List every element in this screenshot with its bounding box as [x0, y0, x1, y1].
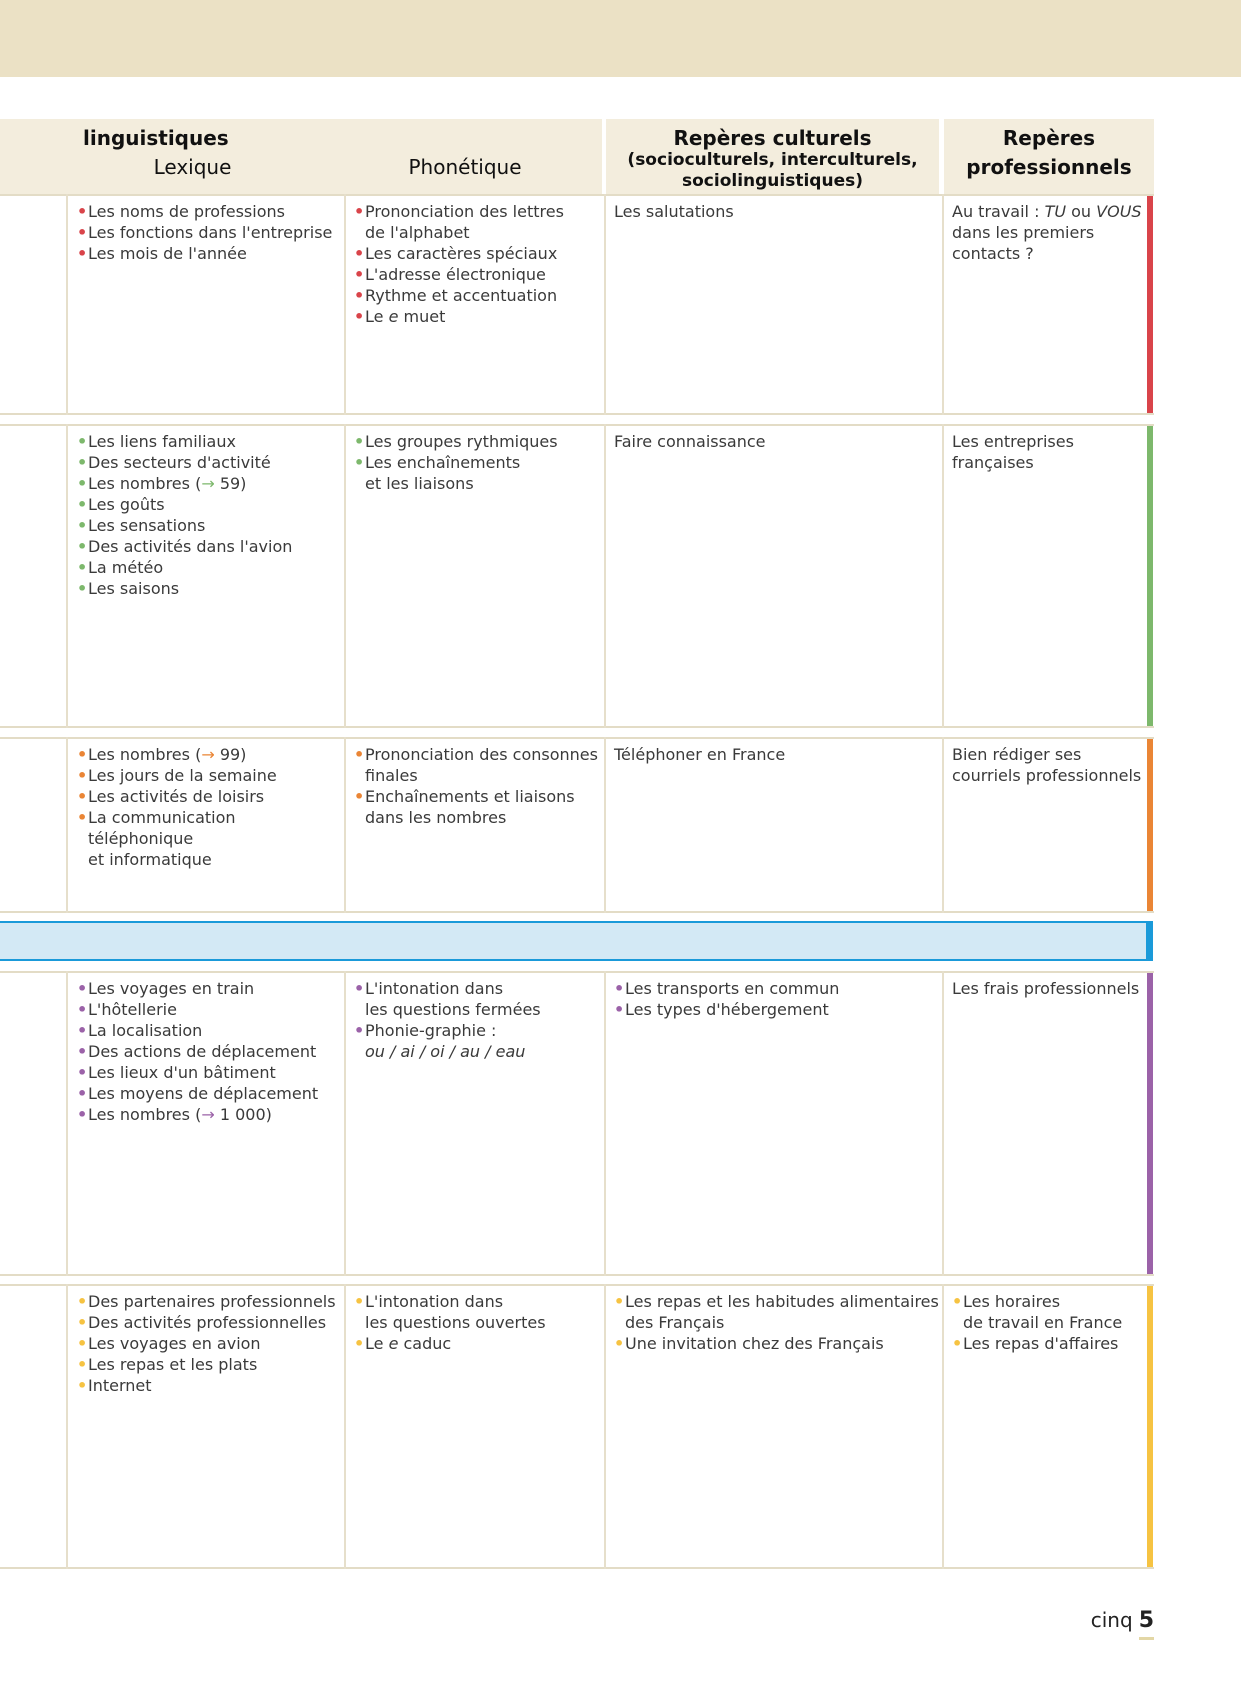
unit-5-pro: [952, 1291, 1147, 1354]
header-culturels-subtitle: (socioculturels, interculturels, sociolinguistiques): [627, 150, 918, 191]
unit-3-accent-bar: [1147, 739, 1153, 911]
list-item: • L'intonation dans les questions ouvertes: [354, 1292, 546, 1332]
unit-1-accent-bar: [1147, 196, 1153, 413]
list-item: • Prononciation des consonnes finales: [354, 745, 598, 785]
list-item: • Les fonctions dans l'entreprise: [77, 223, 333, 242]
arrow-icon: →: [201, 474, 215, 493]
list-item: • Les enchaînements et les liaisons: [354, 453, 521, 493]
header-phonetique: Phonétique: [408, 155, 522, 179]
unit-5-lexique: [77, 1291, 342, 1396]
list-item: • Les nombres (→ 59): [77, 474, 247, 493]
list-item: • Des secteurs d'activité: [77, 453, 271, 472]
list-item: • Enchaînements et liaisons dans les nombres: [354, 787, 575, 827]
arrow-icon: →: [201, 745, 215, 764]
list-item: • L'intonation dans les questions fermées: [354, 979, 541, 1019]
unit-3-pro: Bien rédiger ses courriels professionnels: [952, 745, 1142, 785]
page-number-underline: [1139, 1637, 1154, 1640]
list-item: • Prononciation des lettres de l'alphabet: [354, 202, 564, 242]
list-item: • La communication téléphonique et informatique: [77, 808, 236, 869]
list-item: • Les moyens de déplacement: [77, 1084, 319, 1103]
list-item: • La localisation: [77, 1021, 203, 1040]
list-item: • Les voyages en train: [77, 979, 255, 998]
list-item: • Les repas et les habitudes alimentaires des Français: [614, 1292, 939, 1332]
unit-5-culturels: [614, 1291, 939, 1354]
list-item: • Les repas d'affaires: [952, 1334, 1119, 1353]
unit-5-phonetique: [354, 1291, 604, 1354]
list-item: • Les liens familiaux: [77, 432, 236, 451]
list-item: • L'adresse électronique: [354, 265, 546, 284]
list-item: • Les horaires de travail en France: [952, 1292, 1123, 1332]
unit-3-culturels: Téléphoner en France: [614, 745, 786, 764]
unit-4-accent-bar: [1147, 973, 1153, 1274]
unit-4-lexique: [77, 978, 342, 1125]
list-item: • Les sensations: [77, 516, 206, 535]
unit-2-accent-bar: [1147, 426, 1153, 726]
list-item: • Le e muet: [354, 307, 446, 326]
list-item: • Des actions de déplacement: [77, 1042, 317, 1061]
list-item: • Les repas et les plats: [77, 1355, 258, 1374]
list-item: • Les groupes rythmiques: [354, 432, 558, 451]
list-item: • Les noms de professions: [77, 202, 285, 221]
list-item: • Des partenaires professionnels: [77, 1292, 336, 1311]
unit-3-phonetique: [354, 744, 604, 828]
unit-5-accent-bar: [1147, 1286, 1153, 1567]
unit-4-pro: Les frais professionnels: [952, 979, 1140, 998]
list-item: • Les lieux d'un bâtiment: [77, 1063, 276, 1082]
unit-1-phonetique: [354, 201, 604, 327]
unit-2-lexique: [77, 431, 342, 599]
section-separator-bar: [0, 921, 1148, 961]
unit-4-culturels: [614, 978, 934, 1020]
list-item: • La météo: [77, 558, 164, 577]
unit-4-phonetique: [354, 978, 604, 1062]
list-item: • Les caractères spéciaux: [354, 244, 558, 263]
list-item: • Des activités professionnelles: [77, 1313, 327, 1332]
arrow-icon: →: [201, 1105, 215, 1124]
list-item: • Les voyages en avion: [77, 1334, 261, 1353]
separator-accent: [1147, 921, 1153, 961]
list-item: • Les nombres (→ 1 000): [77, 1105, 272, 1124]
header-linguistiques-label: linguistiques: [83, 126, 229, 150]
unit-1-pro: Au travail : TU ou VOUS dans les premiers contacts ?: [952, 202, 1142, 263]
header-lexique: Lexique: [153, 155, 232, 179]
list-item: • Une invitation chez des Français: [614, 1334, 884, 1353]
page-number-digit: 5: [1138, 1608, 1154, 1633]
list-item: • Les transports en commun: [614, 979, 840, 998]
list-item: • Les saisons: [77, 579, 180, 598]
header-culturels-title: Repères culturels: [673, 126, 872, 150]
unit-2-phonetique: [354, 431, 604, 494]
top-header-band: [0, 0, 1241, 77]
page-number-word: cinq: [1090, 1608, 1133, 1632]
header-pro-line1: Repères: [1002, 126, 1096, 150]
list-item: • Des activités dans l'avion: [77, 537, 293, 556]
list-item: • L'hôtellerie: [77, 1000, 177, 1019]
list-item: • Le e caduc: [354, 1334, 452, 1353]
unit-1-culturels: Les salutations: [614, 202, 734, 221]
list-item: • Rythme et accentuation: [354, 286, 558, 305]
unit-3-lexique: [77, 744, 342, 870]
list-item: • Phonie-graphie : ou / ai / oi / au / eau: [354, 1021, 526, 1061]
list-item: • Internet: [77, 1376, 152, 1395]
list-item: • Les activités de loisirs: [77, 787, 265, 806]
list-item: • Les jours de la semaine: [77, 766, 277, 785]
unit-2-culturels: Faire connaissance: [614, 432, 766, 451]
list-item: • Les types d'hébergement: [614, 1000, 829, 1019]
page-number: [1091, 1608, 1154, 1633]
unit-1-lexique: [77, 201, 342, 264]
list-item: • Les nombres (→ 99): [77, 745, 247, 764]
list-item: • Les mois de l'année: [77, 244, 247, 263]
header-pro-line2: professionnels: [966, 155, 1132, 179]
list-item: • Les goûts: [77, 495, 165, 514]
unit-2-pro: Les entreprises françaises: [952, 432, 1074, 472]
